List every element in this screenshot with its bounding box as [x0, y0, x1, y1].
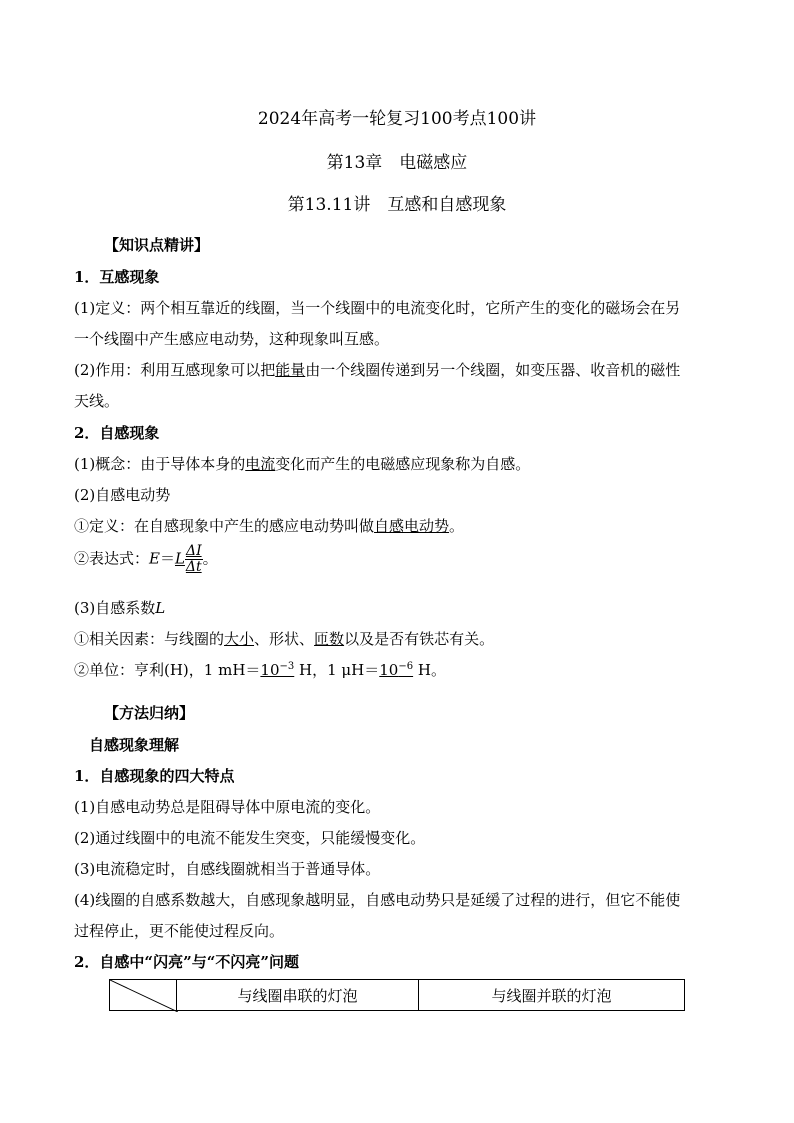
diagonal-line — [110, 980, 178, 1012]
table-header-parallel: 与线圈并联的灯泡 — [419, 980, 685, 1011]
underlined-term — [260, 661, 294, 679]
text-span: 由一个线圈传递到另一个线圈，如变压器、收音机的磁性 — [305, 361, 681, 379]
section-heading-knowledge: 【知识点精讲】 — [104, 236, 210, 254]
text-span: 、形状、 — [254, 630, 315, 648]
paragraph-emf-definition — [74, 515, 464, 536]
superscript: −6 — [398, 661, 414, 672]
document-title: 2024年高考一轮复习100考点100讲 — [257, 109, 537, 129]
underlined-term: 匝数 — [314, 630, 345, 648]
paragraph-factors — [74, 628, 494, 649]
text-span: 10 — [379, 661, 399, 679]
comparison-table — [109, 979, 685, 1011]
heading-self-induction: 2．自感现象 — [74, 424, 160, 442]
chapter-title: 第13章 电磁感应 — [326, 153, 468, 173]
paragraph-concept — [74, 453, 530, 474]
paragraph-function-line1 — [74, 359, 680, 380]
text-span: H，1 μH＝ — [294, 661, 380, 679]
text-span: (1)概念：由于导体本身的 — [74, 455, 246, 473]
formula-symbol: ＝ — [159, 549, 175, 568]
formula-symbol: L — [155, 599, 166, 617]
text-span: 。 — [449, 517, 465, 535]
text-span: ②表达式： — [74, 549, 150, 568]
table-header-series: 与线圈串联的灯泡 — [177, 980, 419, 1011]
subheading-self-induction: 自感现象理解 — [89, 736, 180, 754]
feature-2: (2)通过线圈中的电流不能发生突变，只能缓慢变化。 — [74, 829, 426, 847]
text-span: H。 — [413, 661, 446, 679]
feature-1: (1)自感电动势总是阻碍导体中原电流的变化。 — [74, 798, 381, 816]
paragraph-definition-line2: 一个线圈中产生感应电动势，这种现象叫互感。 — [74, 330, 390, 348]
underlined-term — [379, 661, 413, 679]
paragraph-definition-line1: (1)定义：两个相互靠近的线圈，当一个线圈中的电流变化时，它所产生的变化的磁场会在另 — [74, 299, 681, 317]
text-span: (2)作用：利用互感现象可以把 — [74, 361, 276, 379]
feature-4-line1: (4)线圈的自感系数越大，自感现象越明显，自感电动势只是延缓了过程的进行，但它不能使 — [74, 891, 681, 909]
fraction-numerator: ΔI — [185, 543, 202, 559]
text-span: 10 — [260, 661, 280, 679]
heading-mutual-induction: 1．互感现象 — [74, 268, 160, 286]
section-heading-method: 【方法归纳】 — [104, 704, 195, 722]
formula-fraction — [185, 544, 203, 575]
underlined-term: 能量 — [275, 361, 306, 379]
fraction-denominator: Δt — [185, 559, 202, 575]
paragraph-unit — [74, 659, 446, 680]
underlined-term: 电流 — [245, 455, 276, 473]
table-header-row — [110, 980, 685, 1011]
text-span: 变化而产生的电磁感应现象称为自感。 — [275, 455, 531, 473]
feature-3: (3)电流稳定时，自感线圈就相当于普通导体。 — [74, 860, 381, 878]
paragraph-coefficient — [74, 597, 165, 618]
text-span: ①相关因素：与线圈的 — [74, 630, 225, 648]
paragraph-self-emf: (2)自感电动势 — [74, 486, 171, 504]
heading-flash-question: 2．自感中“闪亮”与“不闪亮”问题 — [74, 953, 299, 971]
text-span: ②单位：亨利(H)，1 mH＝ — [74, 661, 261, 679]
text-span: 以及是否有铁芯有关。 — [344, 630, 495, 648]
diagonal-header-cell — [110, 980, 177, 1011]
formula-symbol: L — [174, 549, 185, 568]
paragraph-expression — [74, 544, 218, 575]
underlined-term: 大小 — [224, 630, 255, 648]
formula-symbol: E — [149, 549, 160, 568]
feature-4-line2: 过程停止，更不能使过程反向。 — [74, 922, 285, 940]
text-span: 。 — [202, 549, 218, 568]
paragraph-function-line2: 天线。 — [74, 392, 120, 410]
superscript: −3 — [279, 661, 295, 672]
lecture-title: 第13.11讲 互感和自感现象 — [287, 195, 507, 215]
underlined-term: 自感电动势 — [374, 517, 450, 535]
heading-four-features: 1．自感现象的四大特点 — [74, 767, 235, 785]
text-span: ①定义：在自感现象中产生的感应电动势叫做 — [74, 517, 375, 535]
text-span: (3)自感系数 — [74, 599, 156, 617]
